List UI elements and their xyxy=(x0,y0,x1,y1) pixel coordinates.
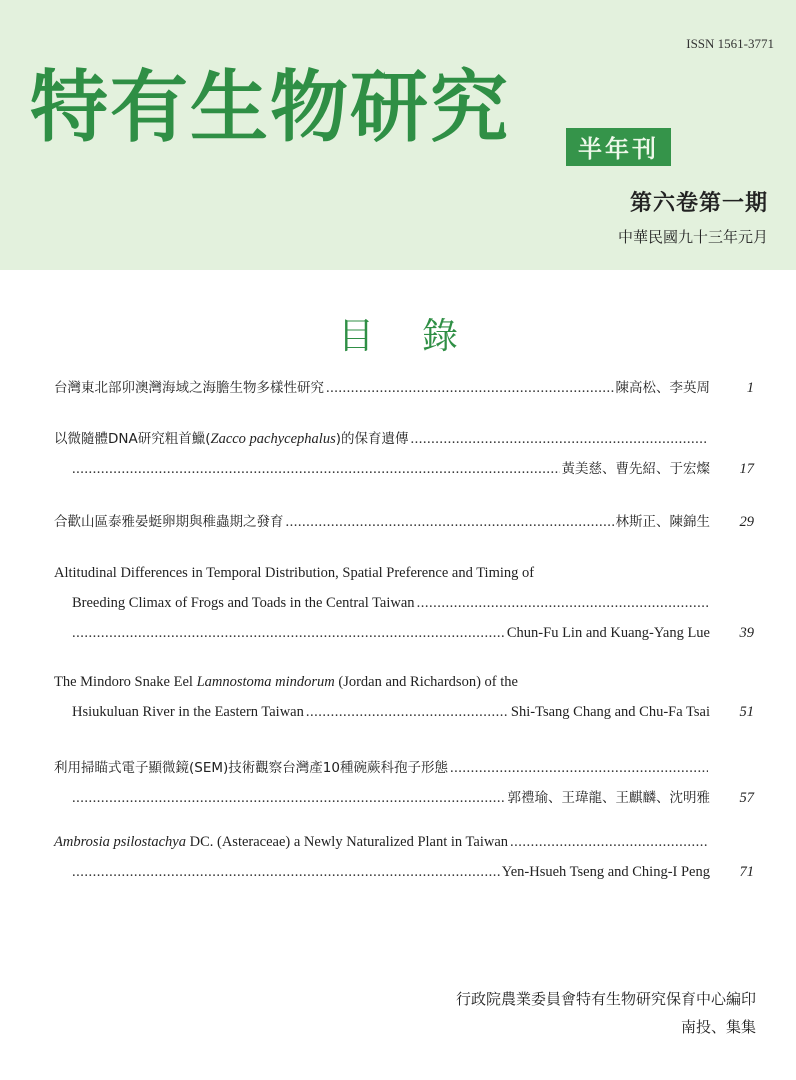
frequency-badge: 半年刊 xyxy=(566,128,671,166)
entry-title-part: (Jordan and Richardson) of the xyxy=(334,674,518,690)
entry-page: 57 xyxy=(739,790,754,806)
entry-page: 39 xyxy=(739,625,754,641)
dot-leader xyxy=(450,760,708,776)
entry-authors: Chun-Fu Lin and Kuang-Yang Lue xyxy=(506,625,710,641)
publisher: 行政院農業委員會特有生物研究保育中心編印 xyxy=(455,990,756,1008)
species-name: Zacco pachycephalus xyxy=(210,431,336,447)
entry-title-line2: Breeding Climax of Frogs and Toads in the Central Taiwan xyxy=(72,595,415,611)
toc-entry[interactable] xyxy=(54,427,754,487)
header-band xyxy=(0,0,796,270)
dot-leader xyxy=(72,790,506,806)
entry-page: 17 xyxy=(739,461,754,477)
dot-leader xyxy=(306,704,509,720)
toc-entry[interactable] xyxy=(54,674,754,734)
entry-title-line1: Altitudinal Differences in Temporal Distribution, Spatial Preference and Timing of xyxy=(54,565,535,581)
entry-page: 71 xyxy=(739,864,754,880)
publisher-location: 南投、集集 xyxy=(680,1018,756,1036)
dot-leader xyxy=(510,834,708,850)
entry-authors: Yen-Hsueh Tseng and Ching-I Peng xyxy=(501,864,710,880)
toc-entry[interactable] xyxy=(54,510,754,540)
entry-page: 29 xyxy=(739,514,754,530)
entry-title-line1 xyxy=(54,674,518,691)
entry-page: 1 xyxy=(746,380,754,396)
species-name: Ambrosia psilostachya xyxy=(54,834,186,850)
toc-heading: 目錄 xyxy=(337,316,506,357)
journal-title: 特有生物研究 xyxy=(30,63,511,153)
volume-issue: 第六卷第一期 xyxy=(629,191,768,216)
entry-title-part: 以微隨體DNA研究粗首鱲( xyxy=(54,431,211,447)
entry-title-line2: Hsiukuluan River in the Eastern Taiwan xyxy=(72,704,304,720)
toc-entry[interactable] xyxy=(54,376,754,406)
toc-entry[interactable] xyxy=(54,756,754,816)
entry-title xyxy=(54,834,508,851)
entry-authors: 陳高松、李英周 xyxy=(615,380,710,396)
entry-title-part: )的保育遺傳 xyxy=(335,431,409,447)
entry-title: 台灣東北部卯澳灣海域之海膽生物多樣性研究 xyxy=(54,380,324,396)
publication-date: 中華民國九十三年元月 xyxy=(617,228,768,246)
entry-authors: 林斯正、陳錦生 xyxy=(615,514,710,530)
dot-leader xyxy=(417,595,708,611)
dot-leader xyxy=(286,514,614,530)
entry-title-part: The Mindoro Snake Eel xyxy=(54,674,197,690)
entry-page: 51 xyxy=(739,704,754,720)
species-name: Lamnostoma mindorum xyxy=(196,674,335,690)
dot-leader xyxy=(72,625,505,641)
entry-title xyxy=(54,427,409,448)
dot-leader xyxy=(326,380,614,396)
issn: ISSN 1561-3771 xyxy=(686,36,774,51)
dot-leader xyxy=(411,431,708,447)
entry-authors: 郭禮瑜、王瑋龍、王麒麟、沈明雅 xyxy=(507,790,710,806)
dot-leader xyxy=(72,864,500,880)
entry-title: 合歡山區泰雅晏蜓卵期與稚蟲期之發育 xyxy=(54,514,284,530)
dot-leader xyxy=(72,461,560,477)
entry-authors: 黃美慈、曹先紹、于宏燦 xyxy=(561,461,710,477)
entry-title: 利用掃瞄式電子顯微鏡(SEM)技術觀察台灣產10種碗蕨科孢子形態 xyxy=(54,760,448,776)
toc-entry[interactable] xyxy=(54,834,754,894)
entry-authors: Shi-Tsang Chang and Chu-Fa Tsai xyxy=(510,704,710,720)
entry-title-part: DC. (Asteraceae) a Newly Naturalized Plant in Taiwan xyxy=(185,834,509,850)
toc-entry[interactable] xyxy=(54,565,754,655)
